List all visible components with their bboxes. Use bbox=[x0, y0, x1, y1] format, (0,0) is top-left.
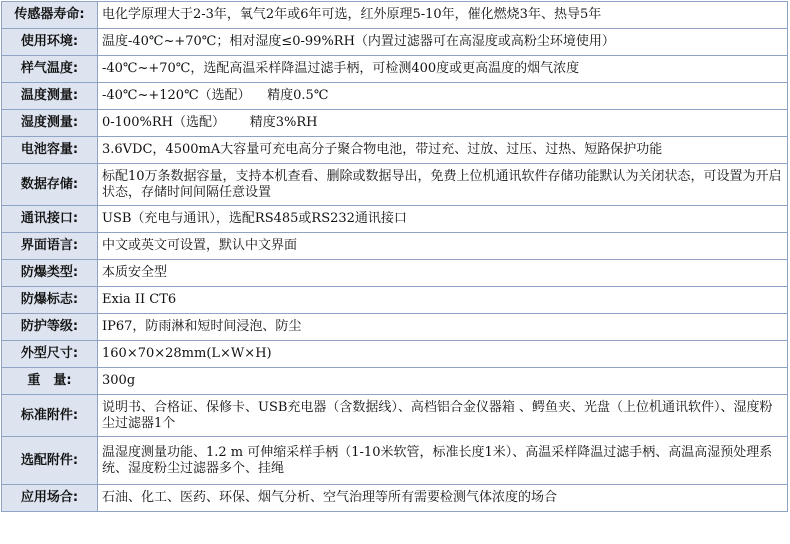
spec-table bbox=[1, 1, 788, 512]
row-label: 数据存储: bbox=[2, 164, 98, 206]
row-value: 本质安全型 bbox=[98, 260, 788, 287]
row-label: 传感器寿命: bbox=[2, 2, 98, 29]
table-row bbox=[2, 56, 788, 83]
table-row bbox=[2, 2, 788, 29]
table-row bbox=[2, 395, 788, 437]
row-value: 电化学原理大于2-3年，氧气2年或6年可选，红外原理5-10年，催化燃烧3年、热导5年 bbox=[98, 2, 788, 29]
row-label: 标准附件: bbox=[2, 395, 98, 437]
table-row bbox=[2, 485, 788, 512]
row-label: 温度测量: bbox=[2, 83, 98, 110]
row-value: 温湿度测量功能、1.2 m 可伸缩采样手柄（1-10米软管，标准长度1米）、高温采样降温过滤手柄、高温高湿预处理系统、湿度粉尘过滤器多个、挂绳 bbox=[98, 437, 788, 485]
row-label: 样气温度: bbox=[2, 56, 98, 83]
row-value: 300g bbox=[98, 368, 788, 395]
table-row bbox=[2, 437, 788, 485]
table-row bbox=[2, 368, 788, 395]
table-row bbox=[2, 164, 788, 206]
table-row bbox=[2, 314, 788, 341]
row-value: USB（充电与通讯），选配RS485或RS232通讯接口 bbox=[98, 206, 788, 233]
table-row bbox=[2, 341, 788, 368]
row-label: 使用环境: bbox=[2, 29, 98, 56]
row-value: Exia II CT6 bbox=[98, 287, 788, 314]
table-row bbox=[2, 233, 788, 260]
table-row bbox=[2, 29, 788, 56]
row-value: -40℃~+120℃（选配） 精度0.5℃ bbox=[98, 83, 788, 110]
row-label: 界面语言: bbox=[2, 233, 98, 260]
row-label: 应用场合: bbox=[2, 485, 98, 512]
row-value: 温度-40℃~+70℃；相对湿度≤0-99%RH（内置过滤器可在高湿度或高粉尘环境使用） bbox=[98, 29, 788, 56]
row-label: 选配附件: bbox=[2, 437, 98, 485]
row-value: 160×70×28mm(L×W×H) bbox=[98, 341, 788, 368]
row-value: -40℃~+70℃，选配高温采样降温过滤手柄，可检测400度或更高温度的烟气浓度 bbox=[98, 56, 788, 83]
row-value: 说明书、合格证、保修卡、USB充电器（含数据线）、高档铝合金仪器箱 、鳄鱼夹、光盘（上位机通讯软件）、湿度粉尘过滤器1个 bbox=[98, 395, 788, 437]
row-value: 中文或英文可设置，默认中文界面 bbox=[98, 233, 788, 260]
table-row bbox=[2, 260, 788, 287]
row-value: 石油、化工、医药、环保、烟气分析、空气治理等所有需要检测气体浓度的场合 bbox=[98, 485, 788, 512]
table-row bbox=[2, 83, 788, 110]
row-label: 外型尺寸: bbox=[2, 341, 98, 368]
row-value: 标配10万条数据容量，支持本机查看、删除或数据导出，免费上位机通讯软件存储功能默认为关闭状态，可设置为开启状态，存储时间间隔任意设置 bbox=[98, 164, 788, 206]
row-value: IP67，防雨淋和短时间浸泡、防尘 bbox=[98, 314, 788, 341]
table-row bbox=[2, 206, 788, 233]
row-label: 电池容量: bbox=[2, 137, 98, 164]
row-label: 防爆标志: bbox=[2, 287, 98, 314]
row-label: 重 量: bbox=[2, 368, 98, 395]
row-label: 防护等级: bbox=[2, 314, 98, 341]
row-value: 0-100%RH（选配） 精度3%RH bbox=[98, 110, 788, 137]
table-row bbox=[2, 137, 788, 164]
table-row bbox=[2, 287, 788, 314]
row-label: 湿度测量: bbox=[2, 110, 98, 137]
row-label: 通讯接口: bbox=[2, 206, 98, 233]
table-row bbox=[2, 110, 788, 137]
row-value: 3.6VDC，4500mA大容量可充电高分子聚合物电池，带过充、过放、过压、过热、短路保护功能 bbox=[98, 137, 788, 164]
row-label: 防爆类型: bbox=[2, 260, 98, 287]
